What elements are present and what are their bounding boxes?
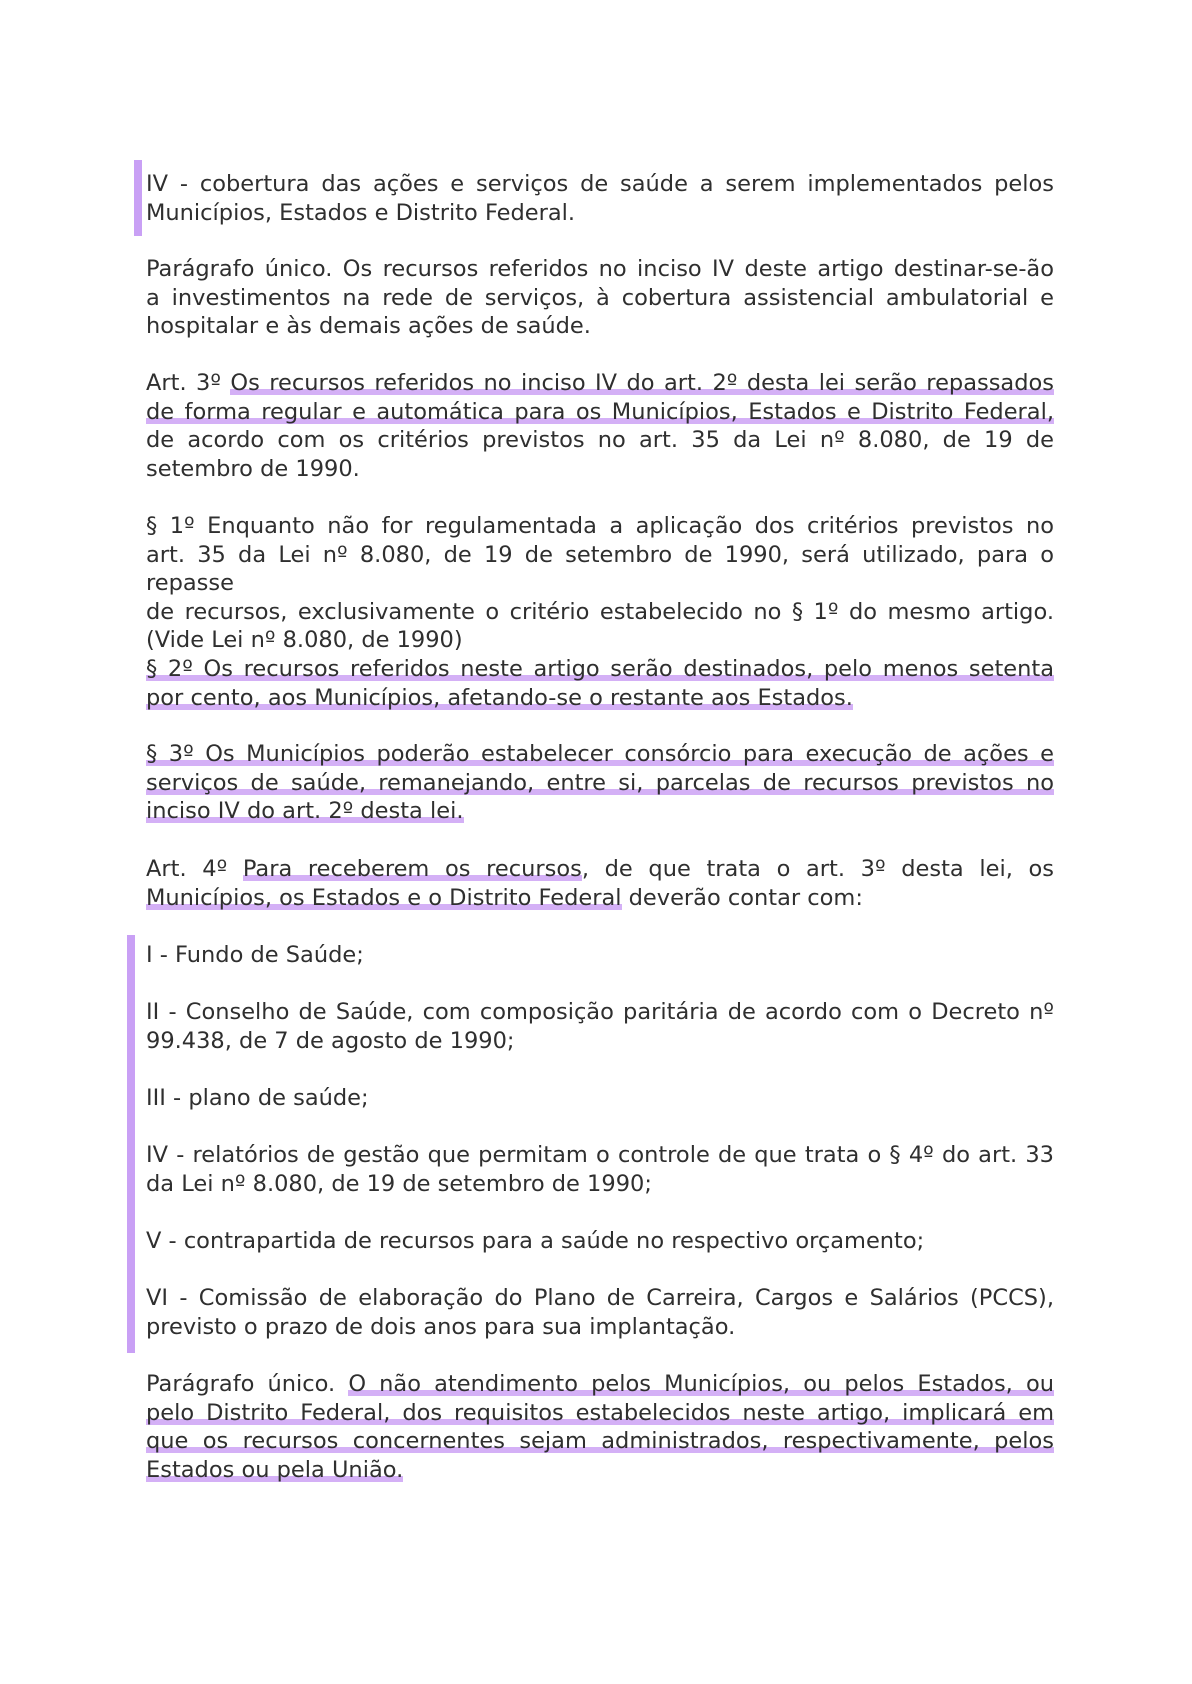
list-item-ii — [146, 998, 1054, 1055]
text-line: VI - Comissão de elaboração do Plano de Carreira, Cargos e Salários (PCCS), — [146, 1285, 1054, 1311]
paragraph-inciso-iv — [146, 170, 1054, 227]
sidebar-marker-top — [134, 160, 142, 236]
paragraph-unico-2 — [146, 1370, 1054, 1484]
text-line: § 1º Enquanto não for regulamentada a aplicação dos critérios previstos no — [146, 513, 1054, 539]
text-line: a investimentos na rede de serviços, à cobertura assistencial ambulatorial e — [146, 284, 1054, 311]
text-line: II - Conselho de Saúde, com composição paritária de acordo com o Decreto nº — [146, 999, 1054, 1025]
text-line: IV - cobertura das ações e serviços de saúde a serem implementados pelos — [146, 171, 1054, 197]
list-item-i — [146, 941, 1054, 970]
highlighted-text: O não atendimento pelos Municípios, ou pelos Estados, ou — [348, 1371, 1054, 1397]
text-line — [146, 769, 1054, 798]
text-line — [146, 740, 1054, 769]
text-line: da Lei nº 8.080, de 19 de setembro de 1990; — [146, 1170, 652, 1197]
text-line: 99.438, de 7 de agosto de 1990; — [146, 1027, 515, 1054]
plain-text: Parágrafo único. — [146, 1371, 349, 1397]
plain-text: , de que trata o art. 3º desta lei, os — [581, 856, 1054, 882]
art-label: Art. 3º — [146, 370, 231, 396]
highlighted-text: Municípios, os Estados e o Distrito Federal — [146, 884, 622, 911]
list-item-vi — [146, 1284, 1054, 1341]
text-line: I - Fundo de Saúde; — [146, 942, 364, 968]
text-line: IV - relatórios de gestão que permitam o controle de que trata o § 4º do art. 33 — [146, 1142, 1054, 1168]
text-line — [146, 1456, 1054, 1485]
highlighted-text: Estados ou pela União. — [146, 1456, 404, 1483]
text-line: V - contrapartida de recursos para a saúde no respectivo orçamento; — [146, 1228, 925, 1254]
highlighted-text: serviços de saúde, remanejando, entre si, parcelas de recursos previstos no — [146, 769, 1054, 796]
text-line — [146, 398, 1054, 427]
text-line — [146, 1399, 1054, 1428]
highlighted-text: § 2º Os recursos referidos neste artigo serão destinados, pelo menos setenta — [146, 656, 1054, 682]
text-line: Municípios, Estados e Distrito Federal. — [146, 199, 576, 226]
paragraph-paragrafo-2 — [146, 655, 1054, 712]
text-line — [146, 369, 1054, 398]
text-line: (Vide Lei nº 8.080, de 1990) — [146, 627, 463, 653]
text-line — [146, 884, 1054, 913]
highlighted-text: de forma regular e automática para os Municípios, Estados e Distrito Federal, — [146, 398, 1054, 425]
highlighted-text: Para receberem os recursos — [242, 856, 582, 882]
highlighted-text: por cento, aos Municípios, afetando-se o restante aos Estados. — [146, 684, 853, 711]
highlighted-text: que os recursos concernentes sejam administrados, respectivamente, pelos — [146, 1428, 1054, 1454]
sidebar-marker-list — [127, 935, 135, 1353]
art-label: Art. 4º — [146, 856, 243, 882]
paragraph-art-4 — [146, 855, 1054, 912]
text-line: de acordo com os critérios previstos no art. 35 da Lei nº 8.080, de 19 de — [146, 427, 1054, 453]
paragraph-paragrafo-1 — [146, 512, 1054, 655]
highlighted-text: § 3º Os Municípios poderão estabelecer consórcio para execução de ações e — [146, 741, 1054, 767]
text-line — [146, 684, 1054, 713]
list-item-iii — [146, 1084, 1054, 1113]
text-line — [146, 1427, 1054, 1456]
plain-text: deverão contar com: — [621, 884, 863, 911]
list-item-v — [146, 1227, 1054, 1256]
text-line — [146, 655, 1054, 684]
paragraph-paragrafo-3 — [146, 740, 1054, 826]
list-item-iv — [146, 1141, 1054, 1198]
text-line: previsto o prazo de dois anos para sua implantação. — [146, 1313, 736, 1340]
text-line — [146, 797, 1054, 826]
text-line — [146, 855, 1054, 884]
highlighted-text: inciso IV do art. 2º desta lei. — [146, 798, 464, 824]
text-line: hospitalar e às demais ações de saúde. — [146, 313, 591, 339]
paragraph-unico-1 — [146, 255, 1054, 341]
text-line: Parágrafo único. Os recursos referidos no inciso IV deste artigo destinar-se-ão — [146, 256, 1054, 282]
text-line: de recursos, exclusivamente o critério estabelecido no § 1º do mesmo artigo. — [146, 598, 1054, 625]
text-line: art. 35 da Lei nº 8.080, de 19 de setembro de 1990, será utilizado, para o repasse — [146, 541, 1054, 596]
highlighted-text: Os recursos referidos no inciso IV do art. 2º desta lei serão repassados — [230, 370, 1054, 396]
text-line: setembro de 1990. — [146, 455, 360, 482]
paragraph-art-3 — [146, 369, 1054, 483]
text-line — [146, 1370, 1054, 1399]
text-line: III - plano de saúde; — [146, 1085, 369, 1111]
highlighted-text: pelo Distrito Federal, dos requisitos estabelecidos neste artigo, implicará em — [146, 1399, 1054, 1426]
